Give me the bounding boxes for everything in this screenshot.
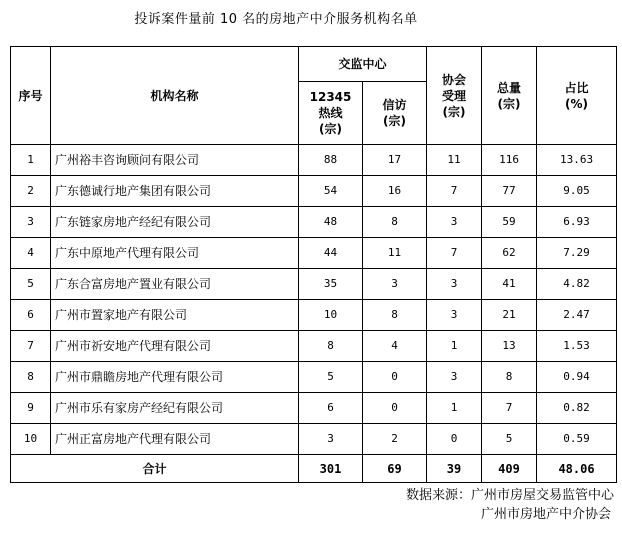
cell-total: 8	[482, 362, 537, 393]
cell-xinfang: 0	[363, 393, 427, 424]
cell-xiehui: 3	[427, 300, 482, 331]
cell-hotline: 3	[299, 424, 363, 455]
cell-total: 62	[482, 238, 537, 269]
header-xinfang-label: 信访	[382, 98, 407, 112]
total-ratio: 48.06	[537, 455, 617, 483]
cell-name: 广州市祈安地产代理有限公司	[51, 331, 299, 362]
cell-index: 10	[11, 424, 51, 455]
cell-xinfang: 0	[363, 362, 427, 393]
data-source	[406, 486, 614, 524]
cell-hotline: 48	[299, 207, 363, 238]
cell-xiehui: 3	[427, 207, 482, 238]
header-hotline-top: 12345	[309, 90, 352, 104]
cell-index: 8	[11, 362, 51, 393]
cell-ratio: 13.63	[537, 145, 617, 176]
cell-xinfang: 3	[363, 269, 427, 300]
header-hotline-unit: (宗)	[319, 122, 342, 136]
cell-index: 7	[11, 331, 51, 362]
cell-name: 广东德诚行地产集团有限公司	[51, 176, 299, 207]
cell-hotline: 5	[299, 362, 363, 393]
header-xiehui	[427, 47, 482, 145]
table-row	[11, 424, 617, 455]
header-ratio-unit: (%)	[565, 96, 589, 111]
table-row	[11, 207, 617, 238]
source-line-1: 数据来源：广州市房屋交易监管中心	[405, 488, 614, 503]
cell-xiehui: 3	[427, 362, 482, 393]
source-line-2: 广州市房地产中介协会	[480, 507, 611, 522]
cell-ratio: 2.47	[537, 300, 617, 331]
header-name: 机构名称	[51, 47, 299, 145]
cell-index: 1	[11, 145, 51, 176]
cell-index: 9	[11, 393, 51, 424]
cell-index: 4	[11, 238, 51, 269]
cell-name: 广州市鼎瞻房地产代理有限公司	[51, 362, 299, 393]
cell-ratio: 7.29	[537, 238, 617, 269]
cell-hotline: 10	[299, 300, 363, 331]
cell-name: 广州市置家地产有限公司	[51, 300, 299, 331]
cell-xinfang: 8	[363, 207, 427, 238]
cell-hotline: 44	[299, 238, 363, 269]
total-xinfang: 69	[363, 455, 427, 483]
header-hotline-mid: 热线	[318, 106, 343, 120]
header-total-unit: (宗)	[497, 96, 521, 111]
header-xinfang-unit: (宗)	[383, 114, 406, 128]
cell-index: 5	[11, 269, 51, 300]
cell-name: 广州正富房地产代理有限公司	[51, 424, 299, 455]
total-xiehui: 39	[427, 455, 482, 483]
header-xiehui-mid: 受理	[442, 88, 467, 103]
cell-ratio: 0.94	[537, 362, 617, 393]
table-row	[11, 145, 617, 176]
table-row	[11, 176, 617, 207]
cell-total: 13	[482, 331, 537, 362]
cell-hotline: 6	[299, 393, 363, 424]
total-row	[11, 455, 617, 483]
cell-total: 7	[482, 393, 537, 424]
cell-xiehui: 3	[427, 269, 482, 300]
cell-ratio: 9.05	[537, 176, 617, 207]
cell-hotline: 54	[299, 176, 363, 207]
cell-hotline: 8	[299, 331, 363, 362]
cell-xinfang: 11	[363, 238, 427, 269]
header-ratio	[537, 47, 617, 145]
table-row	[11, 300, 617, 331]
cell-hotline: 88	[299, 145, 363, 176]
cell-xinfang: 4	[363, 331, 427, 362]
complaints-table	[10, 46, 617, 483]
cell-total: 21	[482, 300, 537, 331]
cell-index: 2	[11, 176, 51, 207]
table-row	[11, 331, 617, 362]
cell-xinfang: 17	[363, 145, 427, 176]
total-hotline: 301	[299, 455, 363, 483]
header-total-label: 总量	[497, 80, 522, 95]
cell-name: 广州市乐有家房产经纪有限公司	[51, 393, 299, 424]
table-row	[11, 362, 617, 393]
table-row	[11, 269, 617, 300]
cell-xiehui: 1	[427, 331, 482, 362]
header-index: 序号	[11, 47, 51, 145]
cell-index: 3	[11, 207, 51, 238]
page-title: 投诉案件量前 10 名的房地产中介服务机构名单	[134, 12, 418, 27]
cell-ratio: 0.82	[537, 393, 617, 424]
header-xinfang	[363, 82, 427, 145]
cell-index: 6	[11, 300, 51, 331]
table-row	[11, 393, 617, 424]
cell-name: 广东中原地产代理有限公司	[51, 238, 299, 269]
cell-xinfang: 2	[363, 424, 427, 455]
cell-xiehui: 11	[427, 145, 482, 176]
table-row	[11, 238, 617, 269]
cell-xiehui: 1	[427, 393, 482, 424]
header-hotline	[299, 82, 363, 145]
cell-name: 广东合富房地产置业有限公司	[51, 269, 299, 300]
cell-xinfang: 16	[363, 176, 427, 207]
header-group-jiaojian: 交监中心	[299, 47, 427, 82]
table-body	[11, 145, 617, 455]
header-xiehui-top: 协会	[442, 72, 467, 87]
header-xiehui-unit: (宗)	[442, 104, 466, 119]
cell-ratio: 0.59	[537, 424, 617, 455]
cell-total: 116	[482, 145, 537, 176]
header-ratio-label: 占比	[564, 80, 589, 95]
cell-xiehui: 7	[427, 238, 482, 269]
total-label: 合计	[11, 455, 299, 483]
cell-total: 77	[482, 176, 537, 207]
total-total: 409	[482, 455, 537, 483]
cell-total: 59	[482, 207, 537, 238]
cell-ratio: 6.93	[537, 207, 617, 238]
cell-xinfang: 8	[363, 300, 427, 331]
cell-total: 41	[482, 269, 537, 300]
cell-xiehui: 0	[427, 424, 482, 455]
header-total	[482, 47, 537, 145]
cell-xiehui: 7	[427, 176, 482, 207]
cell-total: 5	[482, 424, 537, 455]
cell-name: 广东链家房地产经纪有限公司	[51, 207, 299, 238]
cell-ratio: 4.82	[537, 269, 617, 300]
cell-hotline: 35	[299, 269, 363, 300]
cell-ratio: 1.53	[537, 331, 617, 362]
cell-name: 广州裕丰咨询顾问有限公司	[51, 145, 299, 176]
